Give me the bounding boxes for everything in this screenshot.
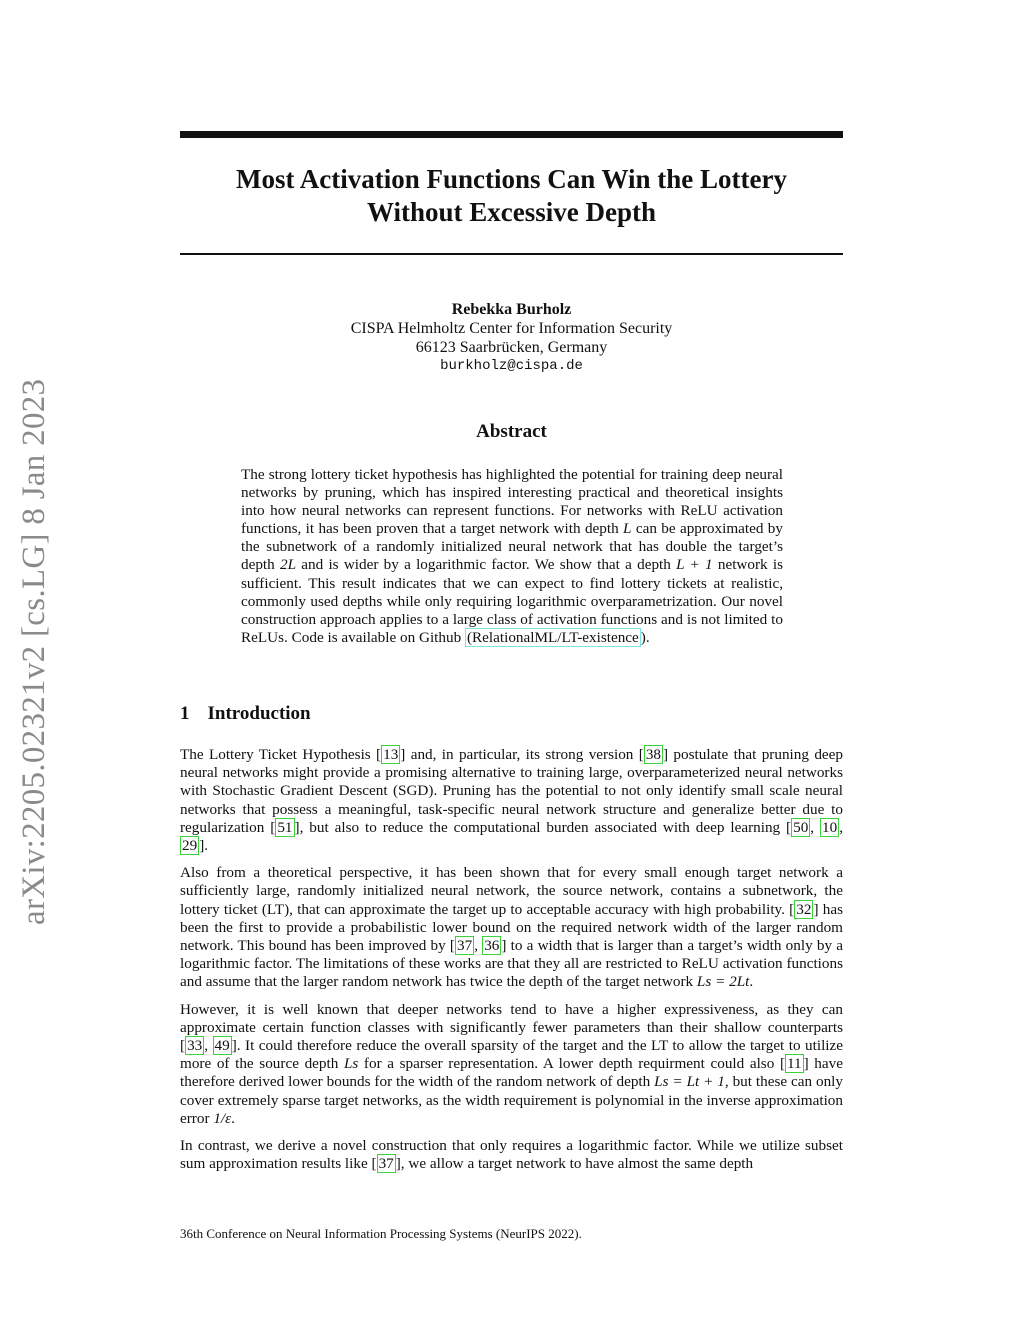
section-number: 1 [180, 703, 190, 724]
citation-link[interactable]: 32 [796, 900, 812, 918]
text-run: ] has been the first to provide a probabilistic lower bound on the required network width of the larger random network. This bound has been improved by [ [180, 900, 843, 955]
citation-link[interactable]: 50 [793, 818, 809, 836]
title-line-2: Without Excessive Depth [366, 197, 656, 227]
abstract-heading: Abstract [476, 421, 547, 442]
citation-link[interactable]: 49 [214, 1037, 230, 1055]
text-run: In contrast, we derive a novel construction that only requires a logarithmic factor. While we utilize subset sum approximation results like [ [180, 1137, 843, 1173]
text-run: , [839, 818, 844, 836]
text-run: . [749, 973, 754, 991]
text-run: Also from a theoretical perspective, it has been shown that for every small enough target network a sufficiently large, randomly initialized neural network, the source network, contains a subnetwork, the lottery ticket (LT), that can approximate the target up to acceptable accuracy with high probability. [ [180, 864, 843, 918]
author-name: Rebekka Burholz [451, 301, 572, 318]
text-run: However, it is well known that deeper networks tend to have a higher expressiveness, as they can approximate certain function classes with significantly fewer parameters than their shallow counterparts [ [180, 1000, 843, 1055]
author-address: 66123 Saarbrücken, Germany [415, 339, 608, 356]
link-paren: ( [466, 628, 473, 646]
title-bottom-rule [180, 253, 843, 255]
paragraph [180, 1001, 843, 1128]
math-expression: L [623, 520, 632, 538]
text-run: ], we allow a target network to have almost the same depth [395, 1155, 754, 1173]
conference-footnote: 36th Conference on Neural Information Processing Systems (NeurIPS 2022). [180, 1226, 582, 1241]
text-run: , [474, 937, 483, 955]
paper-title [180, 163, 843, 229]
text-run: The Lottery Ticket Hypothesis [ [180, 746, 382, 763]
section-heading [180, 703, 311, 725]
citation-link[interactable]: 36 [484, 937, 500, 955]
abstract-text-part: and is wider by a logarithmic factor. We show that a depth [296, 556, 677, 574]
author-email[interactable]: burkholz@cispa.de [440, 358, 583, 374]
citation-link[interactable]: 37 [378, 1155, 394, 1173]
link-paren: ). [640, 628, 650, 646]
abstract-text-part: can be approximated by the subnetwork of a randomly initialized neural network that has double the target’s depth [241, 520, 783, 574]
title-top-rule [180, 131, 843, 138]
math-expression: Ls = Lt + 1 [654, 1073, 725, 1091]
author-affiliation: CISPA Helmholtz Center for Information Security [350, 320, 673, 337]
text-run: ] postulate that pruning deep neural networks might provide a promising alternative to training large, overparameterized neural networks with Stochastic Gradient Descent (SGD). Pruning has the potential to not only identify small scale neural networks that possess a meaningful, task-specific neural network structure and generalize better due to regularization [ [180, 746, 843, 836]
text-run: ] and, in particular, its strong version [ [400, 746, 644, 763]
paragraph [180, 1137, 843, 1173]
citation-link[interactable]: 13 [383, 746, 399, 763]
text-run: ]. It could therefore reduce the overall sparsity of the target and the LT to allow the target to utilize more of the source depth [180, 1037, 844, 1073]
body-text [180, 746, 843, 1182]
text-run: , [204, 1037, 213, 1055]
citation-link[interactable]: 37 [457, 937, 473, 955]
text-run: , [810, 818, 821, 836]
citation-link[interactable]: 29 [182, 837, 198, 855]
github-link[interactable] [465, 628, 641, 647]
math-expression: Ls [343, 1055, 359, 1073]
math-expression: Ls = 2Lt [696, 973, 750, 991]
text-run: , but these can only cover extremely sparse target networks, as the width requirement is polynomial in the inverse approximation error [180, 1073, 843, 1127]
abstract-text [241, 466, 783, 647]
math-expression: L + 1 [676, 556, 713, 574]
citation-link[interactable]: 38 [645, 746, 661, 763]
math-expression: 1/ε [213, 1109, 232, 1127]
section-title: Introduction [207, 703, 311, 724]
citation-link[interactable]: 10 [822, 818, 838, 836]
text-run: . [231, 1109, 235, 1127]
text-run: ]. [199, 837, 209, 855]
text-run: ] to a width that is larger than a target’s width only by a logarithmic factor. The limitations of these works are that they all are restricted to ReLU activation functions and assume that the larger random network has twice the depth of the target network [180, 937, 844, 991]
paragraph [180, 864, 843, 991]
title-line-1: Most Activation Functions Can Win the Lottery [235, 164, 787, 194]
abstract-text-part: network is sufficient. This result indicates that we can expect to find lottery tickets at realistic, commonly used depths while only requiring logarithmic overparametrization. Our novel construction approach applies to a large class of activation functions and is not limited to ReLUs. Code is available on Github [241, 556, 784, 646]
text-run: ] have therefore derived lower bounds for the width of the random network of depth [180, 1055, 843, 1091]
citation-link[interactable]: 33 [187, 1037, 203, 1055]
text-run: ], but also to reduce the computational burden associated with deep learning [ [294, 818, 792, 836]
citation-link[interactable]: 11 [787, 1055, 802, 1073]
text-run: for a sparser representation. A lower depth requirment could also [ [358, 1055, 785, 1073]
github-link-text[interactable]: RelationalML/LT-existence [472, 628, 639, 646]
arxiv-stamp: arXiv:2205.02321v2 [cs.LG] 8 Jan 2023 [16, 378, 52, 925]
math-expression: 2L [280, 556, 297, 574]
paragraph [180, 746, 843, 855]
citation-link[interactable]: 51 [277, 818, 293, 836]
abstract-text-part: The strong lottery ticket hypothesis has highlighted the potential for training deep neural networks by pruning, which has inspired interesting practical and theoretical insights into how neural networks can represent functions. For networks with ReLU activation functions, it has been proven that a target network with depth [241, 466, 783, 538]
author-block [180, 300, 843, 376]
